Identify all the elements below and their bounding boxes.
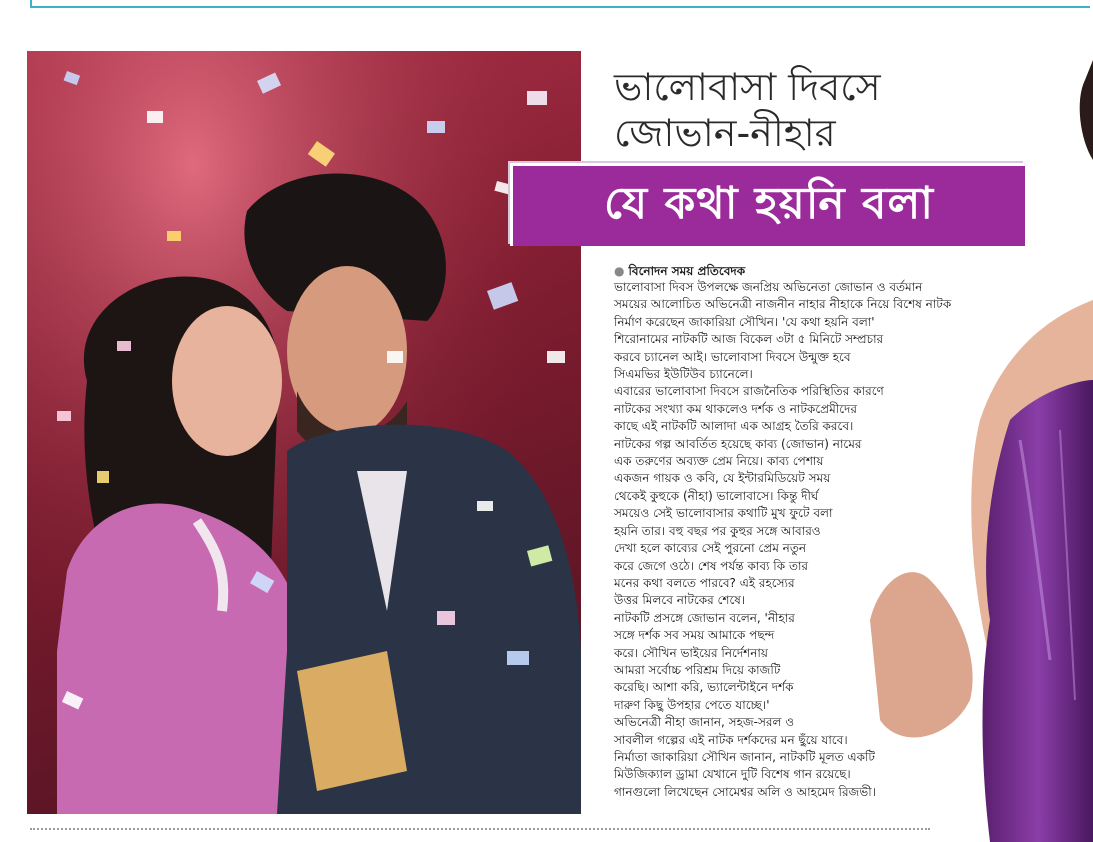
headline: ভালোবাসা দিবসে জোভান-নীহার — [614, 65, 881, 155]
body-line: শিরোনামের নাটকটি আজ বিকেল ৩টা ৫ মিনিটে সম্প্রচার — [614, 332, 884, 347]
body-line: করে। সৌখিন ভাইয়ের নির্দেশনায় — [614, 645, 768, 660]
banner-title: যে কথা হয়নি বলা — [603, 177, 935, 229]
body-line: মিউজিক্যাল ড্রামা যেখানে দুটি বিশেষ গান রয়েছে। — [614, 767, 851, 782]
body-line: হয়নি তার। বহু বছর পর কুহুর সঙ্গে আবারও — [614, 523, 821, 538]
body-line: নির্মাণ করেছেন জাকারিয়া সৌখিন। 'যে কথা হয়নি বলা' — [614, 314, 875, 329]
body-line: এক তরুণের অব্যক্ত প্রেম নিয়ে। কাব্য পেশায় — [614, 454, 824, 469]
body-line: দারুণ কিছু উপহার পেতে যাচ্ছে।' — [614, 697, 770, 712]
couple-photo — [27, 51, 581, 814]
body-line: মনের কথা বলতে পারবে? এই রহস্যের — [614, 575, 795, 590]
body-line: কাছে এই নাটকটি আলাদা এক আগ্রহ তৈরি করবে। — [614, 419, 854, 434]
body-line: এবারের ভালোবাসা দিবসে রাজনৈতিক পরিস্থিতির কারণে — [614, 384, 884, 399]
byline-text: বিনোদন সময় প্রতিবেদক — [628, 264, 746, 278]
model-photo — [870, 60, 1093, 842]
body-line: করে জেগে ওঠে। শেষ পর্যন্ত কাব্য কি তার — [614, 558, 809, 573]
page-divider — [30, 828, 930, 830]
body-line: সাবলীল গল্পের এই নাটক দর্শকদের মন ছুঁয়ে যাবে। — [614, 732, 848, 747]
body-line: অভিনেত্রী নীহা জানান, সহজ-সরল ও — [614, 715, 795, 730]
body-line: সঙ্গে দর্শক সব সময় আমাকে পছন্দ — [614, 628, 775, 643]
body-line: নাটকটি প্রসঙ্গে জোভান বলেন, 'নীহার — [614, 610, 795, 625]
body-line: নাটকের সংখ্যা কম থাকলেও দর্শক ও নাটকপ্রেমীদের — [614, 401, 857, 416]
bullet-icon: ● — [614, 264, 625, 278]
body-line: সময়ের আলোচিত অভিনেত্রী নাজনীন নাহার নীহাকে নিয়ে বিশেষ নাটক — [614, 297, 952, 312]
body-line: একজন গায়ক ও কবি, যে ইন্টারমিডিয়েট সময় — [614, 471, 831, 486]
body-line: নাটকের গল্প আবর্তিত হয়েছে কাব্য (জোভান) নামের — [614, 436, 862, 451]
body-line: করবে চ্যানেল আই। ভালোবাসা দিবসে উন্মুক্ত হবে — [614, 349, 851, 364]
body-line: আমরা সর্বোচ্চ পরিশ্রম দিয়ে কাজটি — [614, 662, 781, 677]
body-line: ভালোবাসা দিবস উপলক্ষে জনপ্রিয় অভিনেতা জোভান ও বর্তমান — [614, 280, 923, 294]
body-line: উত্তর মিলবে নাটকের শেষে। — [614, 593, 746, 608]
body-line: গানগুলো লিখেছেন সোমেশ্বর অলি ও আহমেদ রিজভী। — [614, 784, 876, 799]
body-line: সিএমভির ইউটিউব চ্যানেলে। — [614, 367, 753, 382]
body-line: সময়েও সেই ভালোবাসার কথাটি মুখ ফুটে বলা — [614, 506, 833, 521]
body-line: থেকেই কুহুকে (নীহা) ভালোবাসে। কিন্তু দীর্ঘ — [614, 488, 819, 503]
body-line: করেছি। আশা করি, ভ্যালেন্টাইনে দর্শক — [614, 680, 794, 695]
body-line: নির্মাতা জাকারিয়া সৌখিন জানান, নাটকটি মূলত একটি — [614, 749, 875, 764]
page-frame — [30, 0, 1090, 8]
body-line: দেখা হলে কাব্যের সেই পুরনো প্রেম নতুন — [614, 541, 807, 556]
